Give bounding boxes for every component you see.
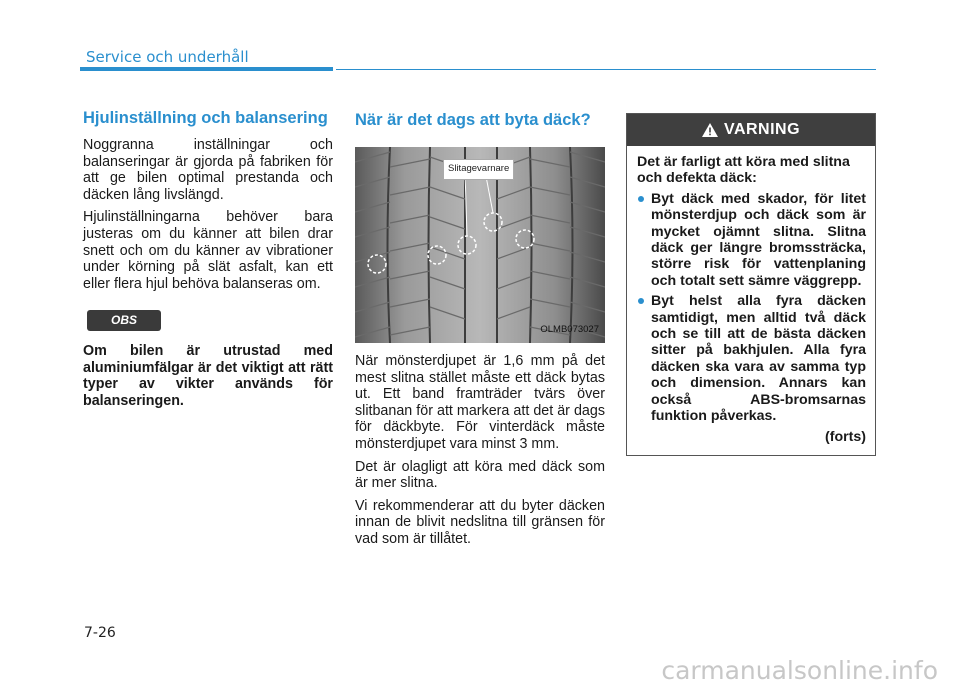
warning-item: Byt däck med skador, för litet mönsterdjup och däck som är mycket ojämnt slitna. Slitna däck ger längre bromssträcka, större risk för vattenplaning och totalt sett sämre väggrepp. xyxy=(637,191,866,289)
continued-label: (forts) xyxy=(825,428,866,445)
tire-tread-figure xyxy=(355,147,605,343)
warning-box xyxy=(626,113,876,456)
warning-triangle-icon xyxy=(702,123,718,137)
watermark: carmanualsonline.info xyxy=(661,656,938,685)
warning-intro: Det är farligt att köra med slitna och defekta däck: xyxy=(637,154,850,187)
left-note: Om bilen är utrustad med aluminiumfälgar är det viktigt att rätt typer av vikter används för balanseringen. xyxy=(83,342,333,409)
left-paragraph-1: Noggranna inställningar och balanseringar är gjorda på fabriken för att ge bilen optimal prestanda och däcken lång livslängd. xyxy=(83,137,333,203)
left-column xyxy=(83,110,333,415)
warning-body xyxy=(627,146,875,445)
warning-list xyxy=(637,191,866,425)
figure-label: Slitagevarnare xyxy=(443,159,514,180)
middle-heading: När är det dags att byta däck? xyxy=(355,111,591,129)
middle-paragraph-3: Vi rekommenderar att du byter däcken innan de blivit nedslitna till gränsen för vad som är tillåtet. xyxy=(355,497,605,547)
middle-column xyxy=(355,110,605,554)
header-rule-thin xyxy=(336,69,876,70)
warning-item: Byt helst alla fyra däcken samtidigt, men alltid två däck och se till att de bästa däcken sitter på bakhjulen. Alla fyra däcken ska vara av samma typ och dimension. Annars kan också ABS-bromsarnas funktion påverkas. xyxy=(637,293,866,424)
middle-paragraph-1: När mönsterdjupet är 1,6 mm på det mest slitna stället måste ett däck bytas ut. Ett band framträder tvärs över slitbanan för att markera att det är dags för däckbyte. För vinterdäck måste mönsterdjupet vara minst 3 mm. xyxy=(355,353,605,452)
warning-title: VARNING xyxy=(723,121,801,138)
warning-header xyxy=(627,114,875,146)
page-number: 7-26 xyxy=(84,625,116,641)
obs-badge: OBS xyxy=(87,310,161,331)
middle-paragraph-2: Det är olagligt att köra med däck som är mer slitna. xyxy=(355,458,605,492)
section-title: Service och underhåll xyxy=(86,48,249,66)
header-rule-thick xyxy=(80,67,333,71)
left-paragraph-2: Hjulinställningarna behöver bara justeras om du känner att bilen drar snett och om du känner av vibrationer under körning på slät asfalt, kan ett eller flera hjul behöva balanseras om. xyxy=(83,209,333,292)
figure-code: OLMB073027 xyxy=(540,324,599,336)
left-heading: Hjulinställning och balansering xyxy=(83,109,328,127)
